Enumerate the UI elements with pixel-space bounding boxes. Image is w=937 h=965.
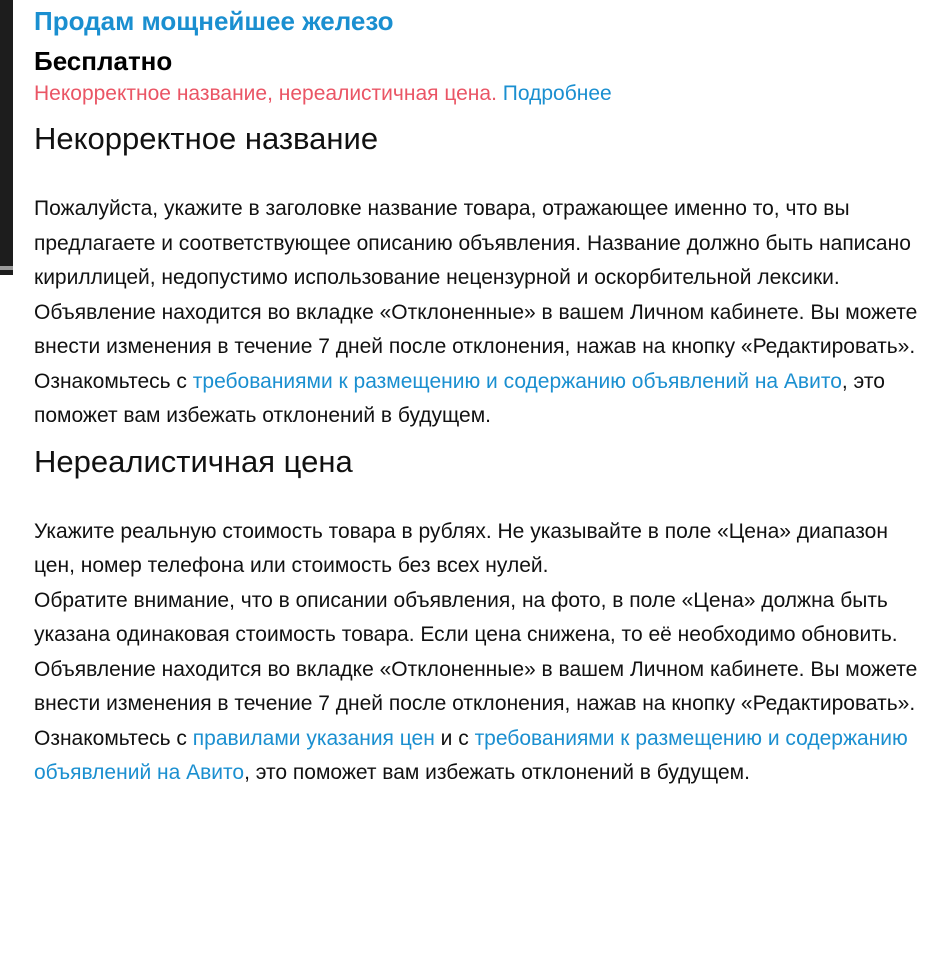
- paragraph: Обратите внимание, что в описании объявления, на фото, в поле «Цена» должна быть указана одинаковая стоимость товара. Если цена снижена, то её необходимо обновить.: [34, 588, 898, 646]
- left-scroll-bar[interactable]: [0, 0, 13, 275]
- paragraph: Пожалуйста, укажите в заголовке название товара, отражающее именно то, что вы предлагаете и соответствующее описанию объявления. Название должно быть написано кириллицей, недопустимо использование нецензурной и оскорбительной лексики.: [34, 197, 911, 289]
- requirements-link[interactable]: требованиями к размещению и содержанию объявлений на Авито: [192, 369, 842, 393]
- paragraph: [34, 296, 924, 434]
- more-details-link[interactable]: Подробнее: [502, 82, 612, 105]
- section-body-incorrect-title: [34, 192, 924, 434]
- section-heading-incorrect-title: Некорректное название: [34, 121, 379, 156]
- ad-title-link[interactable]: Продам мощнейшее железо: [34, 6, 394, 36]
- paragraph-text: и с: [434, 726, 475, 750]
- rejection-reasons: Некорректное название, нереалистичная цена.: [34, 82, 497, 105]
- requirements-link[interactable]: требованиями к размещению и содержанию объявлений на Авито: [34, 726, 908, 784]
- section-body-unrealistic-price: [34, 515, 924, 791]
- rejection-notice: [34, 0, 924, 791]
- section-heading-unrealistic-price: Нереалистичная цена: [34, 443, 353, 479]
- paragraph-text: , это поможет вам избежать отклонений в будущем.: [244, 761, 750, 784]
- rejection-status: [34, 78, 924, 110]
- price-rules-link[interactable]: правилами указания цен: [192, 726, 435, 750]
- paragraph: Укажите реальную стоимость товара в рублях. Не указывайте в поле «Цена» диапазон цен, номер телефона или стоимость без всех нулей.: [34, 519, 888, 577]
- paragraph: Объявление находится во вкладке «Отклоненные» в вашем Личном кабинете. Вы можете внести изменения в течение 7 дней после отклонения, нажав на кнопку «Редактировать».: [34, 657, 918, 715]
- paragraph-text: , это поможет вам избежать отклонений в будущем.: [34, 369, 885, 427]
- ad-price: Бесплатно: [34, 46, 173, 76]
- left-scroll-bar-tick: [0, 266, 13, 270]
- paragraph-text: Ознакомьтесь с: [34, 726, 193, 750]
- paragraph: [34, 722, 924, 791]
- paragraph-text: Объявление находится во вкладке «Отклоненные» в вашем Личном кабинете. Вы можете внести изменения в течение 7 дней после отклонения, нажав на кнопку «Редактировать». Ознакомьтесь с: [34, 300, 918, 393]
